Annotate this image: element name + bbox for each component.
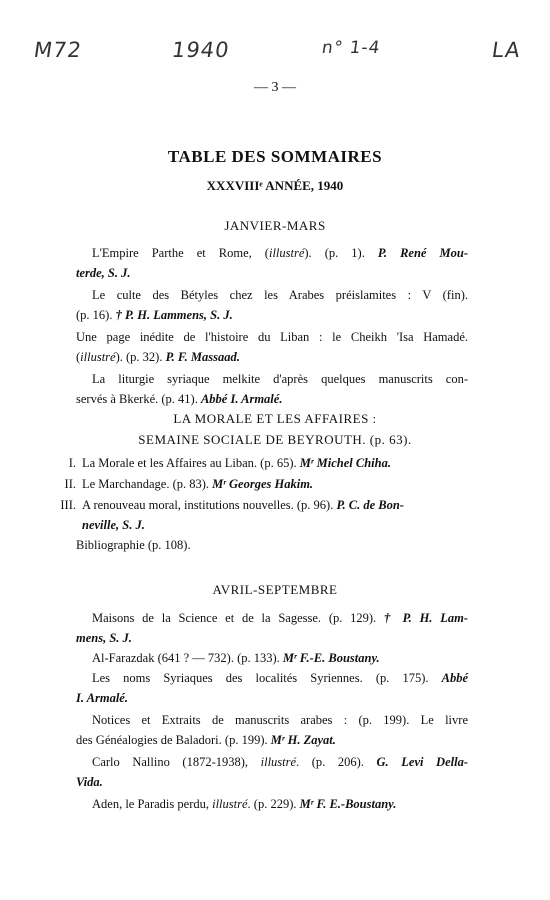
bibliography: Bibliographie (p. 108). — [76, 538, 191, 552]
handwritten-mark: n° 1-4 — [320, 38, 382, 58]
section-heading: AVRIL-SEPTEMBRE — [212, 582, 338, 597]
toc-entry: Notices et Extraits de manuscrits arabes : (p. 199). Le livre des Généalogies de Baladori. (p. 199). Mʳ H. Zayat. — [76, 713, 468, 747]
handwritten-mark: 1940 — [170, 38, 232, 62]
toc-entry: La liturgie syriaque melkite d'après quelques manuscrits con- servés à Bkerké. (p. 41). Abbé I. Armalé. — [76, 372, 468, 406]
toc-entry: Maisons de la Science et de la Sagesse. (p. 129). † P. H. Lam- mens, S. J. — [76, 611, 468, 645]
toc-entry: Aden, le Paradis perdu, illustré. (p. 229). Mʳ F. E.-Boustany. — [92, 797, 397, 811]
subsection-heading: SEMAINE SOCIALE DE BEYROUTH. (p. 63). — [138, 432, 412, 447]
handwritten-mark: LA — [490, 38, 523, 62]
toc-entry: Le culte des Bétyles chez les Arabes préislamites : V (fin). (p. 16). † P. H. Lammens, S. J. — [76, 288, 468, 322]
page-subtitle: XXXVIIIᵉ ANNÉE, 1940 — [206, 178, 344, 193]
list-item: I. La Morale et les Affaires au Liban. (p. 65). Mʳ Michel Chiha. — [68, 456, 391, 470]
toc-entry: Carlo Nallino (1872-1938), illustré. (p. 206). G. Levi Della- Vida. — [76, 755, 468, 789]
page-title: TABLE DES SOMMAIRES — [167, 147, 383, 166]
subsection-heading: LA MORALE ET LES AFFAIRES : — [173, 411, 377, 426]
handwritten-mark: M72 — [32, 38, 84, 62]
page-number: — 3 — — [254, 80, 296, 95]
list-item: III. A renouveau moral, institutions nouvelles. (p. 96). P. C. de Bon- neville, S. J. — [60, 498, 404, 532]
toc-entry: Al-Farazdak (641 ? — 732). (p. 133). Mʳ F.-E. Boustany. — [92, 651, 380, 665]
toc-entry: Une page inédite de l'histoire du Liban : le Cheikh 'Isa Hamadé. (illustré). (p. 32). P. F. Massaad. — [76, 330, 468, 364]
toc-entry: L'Empire Parthe et Rome, (illustré). (p. 1). P. René Mou- terde, S. J. — [76, 246, 468, 280]
toc-entry: Les noms Syriaques des localités Syriennes. (p. 175). Abbé I. Armalé. — [76, 671, 468, 705]
section-heading: JANVIER-MARS — [224, 218, 326, 233]
list-item: II. Le Marchandage. (p. 83). Mʳ Georges Hakim. — [64, 477, 314, 491]
